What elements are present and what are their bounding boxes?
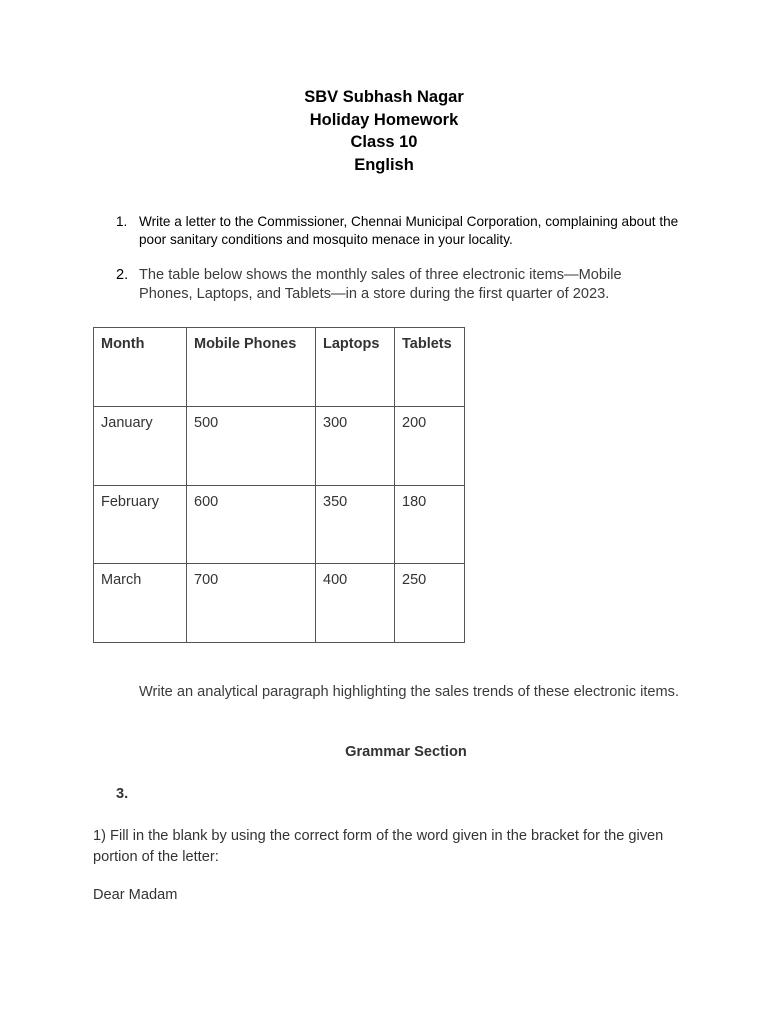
analytical-paragraph-prompt: Write an analytical paragraph highlighting the sales trends of these electronic items. bbox=[139, 684, 679, 700]
table-row bbox=[94, 407, 465, 486]
table-cell: January bbox=[94, 407, 187, 486]
header-month: Month bbox=[94, 328, 187, 407]
fill-in-blank-instruction: 1) Fill in the blank by using the correct form of the word given in the bracket for the given portion of the letter: bbox=[93, 828, 664, 865]
header-mobile-phones: Mobile Phones bbox=[187, 328, 316, 407]
question-2-text: The table below shows the monthly sales of three electronic items—Mobile Phones, Laptops, and Tablets—in a store during the first quarter of 2023. bbox=[139, 267, 622, 303]
document-header bbox=[0, 86, 768, 176]
table-cell: March bbox=[94, 564, 187, 643]
table-cell: 200 bbox=[395, 407, 465, 486]
table-header-row bbox=[94, 328, 465, 407]
homework-title: Holiday Homework bbox=[309, 110, 459, 129]
table-cell: 700 bbox=[187, 564, 316, 643]
class-label: Class 10 bbox=[350, 133, 418, 152]
table-cell: 180 bbox=[395, 486, 465, 564]
table-cell: 600 bbox=[187, 486, 316, 564]
question-2-number: 2. bbox=[116, 267, 129, 283]
question-3-number: 3. bbox=[116, 786, 129, 802]
table-cell: 500 bbox=[187, 407, 316, 486]
header-tablets: Tablets bbox=[395, 328, 465, 407]
table-cell: 250 bbox=[395, 564, 465, 643]
table-cell: 350 bbox=[316, 486, 395, 564]
table-cell: February bbox=[94, 486, 187, 564]
school-name: SBV Subhash Nagar bbox=[304, 88, 464, 106]
table-row bbox=[94, 486, 465, 564]
table-cell: 300 bbox=[316, 407, 395, 486]
letter-salutation: Dear Madam bbox=[93, 887, 178, 903]
table-cell: 400 bbox=[316, 564, 395, 643]
sales-table bbox=[93, 327, 465, 643]
header-laptops: Laptops bbox=[316, 328, 395, 407]
subject-label: English bbox=[354, 155, 414, 174]
question-1-text: Write a letter to the Commissioner, Chennai Municipal Corporation, complaining about the poor sanitary conditions and mosquito menace in your locality. bbox=[139, 214, 679, 248]
grammar-section-title: Grammar Section bbox=[345, 744, 467, 760]
question-1-number: 1. bbox=[116, 214, 128, 229]
table-row bbox=[94, 564, 465, 643]
